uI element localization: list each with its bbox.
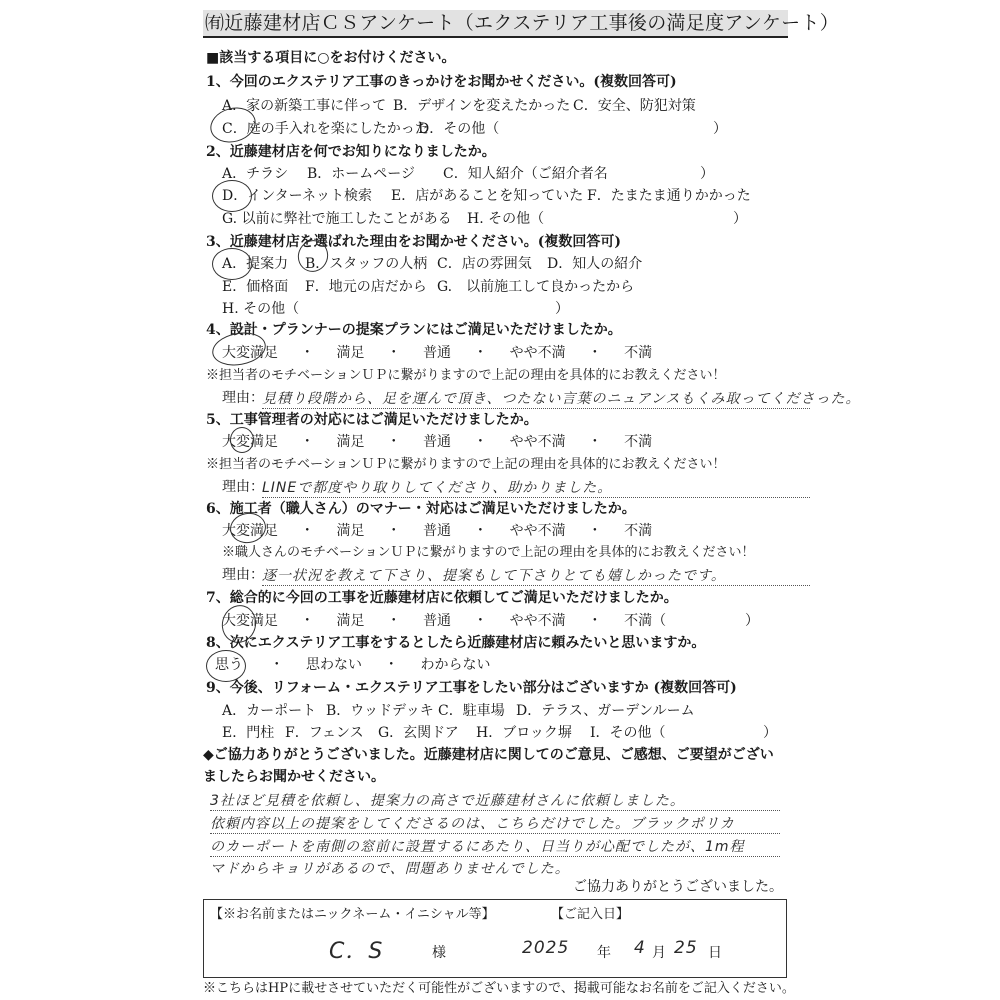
q6-scale xyxy=(222,521,652,541)
q7-scale xyxy=(222,611,666,631)
q2-option-e[interactable]: E．店があることを知っていた xyxy=(391,188,584,204)
q9-option-d[interactable]: D．テラス、ガーデンルーム xyxy=(516,703,695,719)
scale-dissatisfied[interactable]: 不満 xyxy=(624,434,653,450)
q9-option-e[interactable]: E．門柱 xyxy=(222,725,275,741)
q2-option-h-close: ） xyxy=(733,211,747,227)
closing-thanks: ご協力ありがとうございました。 xyxy=(573,879,783,895)
q7-close-paren: ） xyxy=(745,613,759,629)
q3-option-c[interactable]: C．店の雰囲気 xyxy=(437,256,532,272)
scale-satisfied[interactable]: 満足 xyxy=(336,613,365,629)
comment-line-3[interactable] xyxy=(210,836,780,857)
comments-prompt-line2: ましたらお聞かせください。 xyxy=(203,769,385,785)
scale-satisfied[interactable]: 満足 xyxy=(336,345,365,361)
q8-options xyxy=(215,655,491,675)
separator: ・ xyxy=(300,345,315,361)
q6-reason-field[interactable] xyxy=(262,565,810,586)
q5-scale xyxy=(222,432,652,452)
q5-question: 5、工事管理者の対応にはご満足いただけましたか。 xyxy=(206,412,538,428)
scale-dissatisfied[interactable]: 不満 xyxy=(624,345,653,361)
signature-box xyxy=(203,899,787,978)
year-label: 年 xyxy=(597,945,611,961)
separator: ・ xyxy=(473,434,488,450)
q9-option-f[interactable]: F．フェンス xyxy=(285,725,364,741)
q6-note: ※職人さんのモチベーションＵＰに繋がりますので上記の理由を具体的にお教えください！ xyxy=(222,545,755,560)
name-field[interactable]: C．S xyxy=(329,939,384,964)
month-label: 月 xyxy=(652,945,666,961)
q5-reason-text: LINEで都度やり取りしてくださり、助かりました。 xyxy=(262,480,613,496)
q1-option-c-safety[interactable]: C．安全、防犯対策 xyxy=(573,98,696,114)
scale-somewhat-dissatisfied[interactable]: やや不満 xyxy=(509,613,566,629)
separator: ・ xyxy=(473,523,488,539)
separator: ・ xyxy=(300,523,315,539)
q9-question: 9、今後、リフォーム・エクステリア工事をしたい部分はございますか (複数回答可) xyxy=(206,680,737,696)
q3-question: 3、近藤建材店を選ばれた理由をお聞かせください。(複数回答可) xyxy=(206,234,621,250)
q1-option-b[interactable]: B．デザインを変えたかった xyxy=(393,98,571,114)
q4-scale xyxy=(222,343,652,363)
comment-text: 3社ほど見積を依頼し、提案力の高さで近藤建材さんに依頼しました。 xyxy=(210,793,685,809)
scale-dissatisfied[interactable]: 不満 xyxy=(624,523,653,539)
separator: ・ xyxy=(386,434,401,450)
scale-very-satisfied[interactable]: 大変満足 xyxy=(222,434,278,450)
q5-reason-field[interactable] xyxy=(262,477,810,498)
year-field[interactable]: 2025 xyxy=(522,938,570,958)
separator: ・ xyxy=(386,613,401,629)
scale-neutral[interactable]: 普通 xyxy=(423,613,452,629)
comment-line-4[interactable] xyxy=(210,858,780,878)
q8-question: 8、次にエクステリア工事をするとしたら近藤建材店に頼みたいと思いますか。 xyxy=(206,635,706,651)
day-label: 日 xyxy=(708,945,722,961)
q9-option-g[interactable]: G．玄関ドア xyxy=(378,725,459,741)
scale-very-satisfied[interactable]: 大変満足 xyxy=(222,345,278,361)
q3-option-e[interactable]: E．価格面 xyxy=(222,279,289,295)
date-label: 【ご記入日】 xyxy=(551,907,630,922)
q3-option-a[interactable]: A．提案力 xyxy=(222,256,289,272)
q2-option-b[interactable]: B．ホームページ xyxy=(307,166,416,182)
q1-option-d-other[interactable]: D．その他（ xyxy=(418,121,500,137)
scale-dissatisfied-other[interactable]: 不満（ xyxy=(624,613,667,629)
q8-option-unsure[interactable]: わからない xyxy=(420,657,491,673)
scale-somewhat-dissatisfied[interactable]: やや不満 xyxy=(509,434,566,450)
q3-option-d[interactable]: D．知人の紹介 xyxy=(547,256,643,272)
q4-note: ※担当者のモチベーションＵＰに繋がりますので上記の理由を具体的にお教えください！ xyxy=(206,368,726,383)
q2-option-a[interactable]: A．チラシ xyxy=(222,166,289,182)
q9-option-i[interactable]: I．その他（ xyxy=(590,725,666,741)
scale-neutral[interactable]: 普通 xyxy=(423,434,452,450)
name-label: 【※お名前またはニックネーム・イニシャル等】 xyxy=(210,907,495,922)
q6-reason-text: 逐一状況を教えて下さり、提案もして下さりとても嬉しかったです。 xyxy=(262,568,726,584)
comment-text: マドからキョリがあるので、問題ありませんでした。 xyxy=(210,861,570,877)
q5-reason-label: 理由： xyxy=(222,479,264,495)
scale-satisfied[interactable]: 満足 xyxy=(336,523,365,539)
q1-option-c-garden[interactable]: C．庭の手入れを楽にしたかった xyxy=(222,121,429,137)
answer-circle xyxy=(212,180,252,212)
q2-option-d[interactable]: D．インターネット検索 xyxy=(222,188,372,204)
q3-option-b[interactable]: B．スタッフの人柄 xyxy=(305,256,428,272)
q3-option-f[interactable]: F．地元の店だから xyxy=(305,279,427,295)
comment-text: 依頼内容以上の提案をしてくださるのは、こちらだけでした。ブラックポリカ xyxy=(210,816,735,832)
q4-question: 4、設計・プランナーの提案プランにはご満足いただけましたか。 xyxy=(206,322,622,338)
separator: ・ xyxy=(587,523,602,539)
q9-option-i-close: ） xyxy=(763,725,777,741)
answer-circle xyxy=(230,427,254,453)
q2-question: 2、近藤建材店を何でお知りになりましたか。 xyxy=(206,144,496,160)
day-field[interactable]: 25 xyxy=(674,938,698,958)
q2-option-c[interactable]: C．知人紹介（ご紹介者名 xyxy=(443,166,608,182)
q9-option-a[interactable]: A．カーポート xyxy=(222,703,317,719)
separator: ・ xyxy=(587,434,602,450)
q6-question: 6、施工者（職人さん）のマナー・対応はご満足いただけましたか。 xyxy=(206,501,636,517)
scale-neutral[interactable]: 普通 xyxy=(423,345,452,361)
q8-option-no[interactable]: 思わない xyxy=(305,657,362,673)
q8-option-yes[interactable]: 思う xyxy=(215,657,243,673)
q9-option-c[interactable]: C．駐車場 xyxy=(438,703,505,719)
q3-option-h[interactable]: H. その他（ xyxy=(222,301,300,317)
scale-somewhat-dissatisfied[interactable]: やや不満 xyxy=(509,345,566,361)
q6-reason-label: 理由： xyxy=(222,567,264,583)
scale-very-satisfied[interactable]: 大変満足 xyxy=(222,613,278,629)
separator: ・ xyxy=(300,434,315,450)
separator: ・ xyxy=(384,657,399,673)
scale-very-satisfied[interactable]: 大変満足 xyxy=(222,523,278,539)
comment-text: のカーポートを南側の窓前に設置するにあたり、日当りが心配でしたが、1m程 xyxy=(210,839,745,855)
separator: ・ xyxy=(269,657,284,673)
separator: ・ xyxy=(587,345,602,361)
answer-circle xyxy=(212,248,252,280)
separator: ・ xyxy=(473,345,488,361)
q7-question: 7、総合的に今回の工事を近藤建材店に依頼してご満足いただけましたか。 xyxy=(206,590,678,606)
q2-option-c-close: ） xyxy=(700,166,714,182)
q2-option-g[interactable]: G. 以前に弊社で施工したことがある xyxy=(222,211,452,227)
comment-line-2[interactable] xyxy=(210,813,780,834)
q2-option-f[interactable]: F．たまたま通りかかった xyxy=(587,188,751,204)
q1-option-d-close: ） xyxy=(713,121,727,137)
q3-option-h-close: ） xyxy=(555,301,569,317)
survey-title: ㈲近藤建材店ＣＳアンケート（エクステリア工事後の満足度アンケート） xyxy=(203,10,788,38)
separator: ・ xyxy=(386,523,401,539)
q5-note: ※担当者のモチベーションＵＰに繋がりますので上記の理由を具体的にお教えください！ xyxy=(206,457,726,472)
month-field[interactable]: 4 xyxy=(634,938,646,958)
separator: ・ xyxy=(300,613,315,629)
scale-satisfied[interactable]: 満足 xyxy=(336,434,365,450)
comment-line-1[interactable] xyxy=(210,790,780,811)
q2-option-h[interactable]: H. その他（ xyxy=(467,211,545,227)
comments-prompt-line1: ◆ご協力ありがとうございました。近藤建材店に関してのご意見、ご感想、ご要望がござい xyxy=(203,747,774,763)
q1-question: 1、今回のエクステリア工事のきっかけをお聞かせください。(複数回答可) xyxy=(206,74,677,90)
honorific: 様 xyxy=(432,945,446,961)
q4-reason-field[interactable] xyxy=(262,388,861,409)
separator: ・ xyxy=(587,613,602,629)
separator: ・ xyxy=(473,613,488,629)
q1-option-a[interactable]: A．家の新築工事に伴って xyxy=(222,98,387,114)
scale-somewhat-dissatisfied[interactable]: やや不満 xyxy=(509,523,566,539)
q4-reason-label: 理由： xyxy=(222,390,264,406)
q4-reason-text: 見積り段階から、足を運んで頂き、つたない言葉のニュアンスもくみ取ってくださった。 xyxy=(262,391,861,407)
scale-neutral[interactable]: 普通 xyxy=(423,523,452,539)
q9-option-b[interactable]: B．ウッドデッキ xyxy=(326,703,434,719)
separator: ・ xyxy=(386,345,401,361)
footnote: ※こちらはHPに載せさせていただく可能性がございますので、掲載可能なお名前をご記入ください。 xyxy=(203,981,795,996)
q9-option-h[interactable]: H．ブロック塀 xyxy=(476,725,572,741)
instruction: ■該当する項目に○をお付けください。 xyxy=(206,50,456,66)
q3-option-g[interactable]: G. 以前施工して良かったから xyxy=(437,279,635,295)
